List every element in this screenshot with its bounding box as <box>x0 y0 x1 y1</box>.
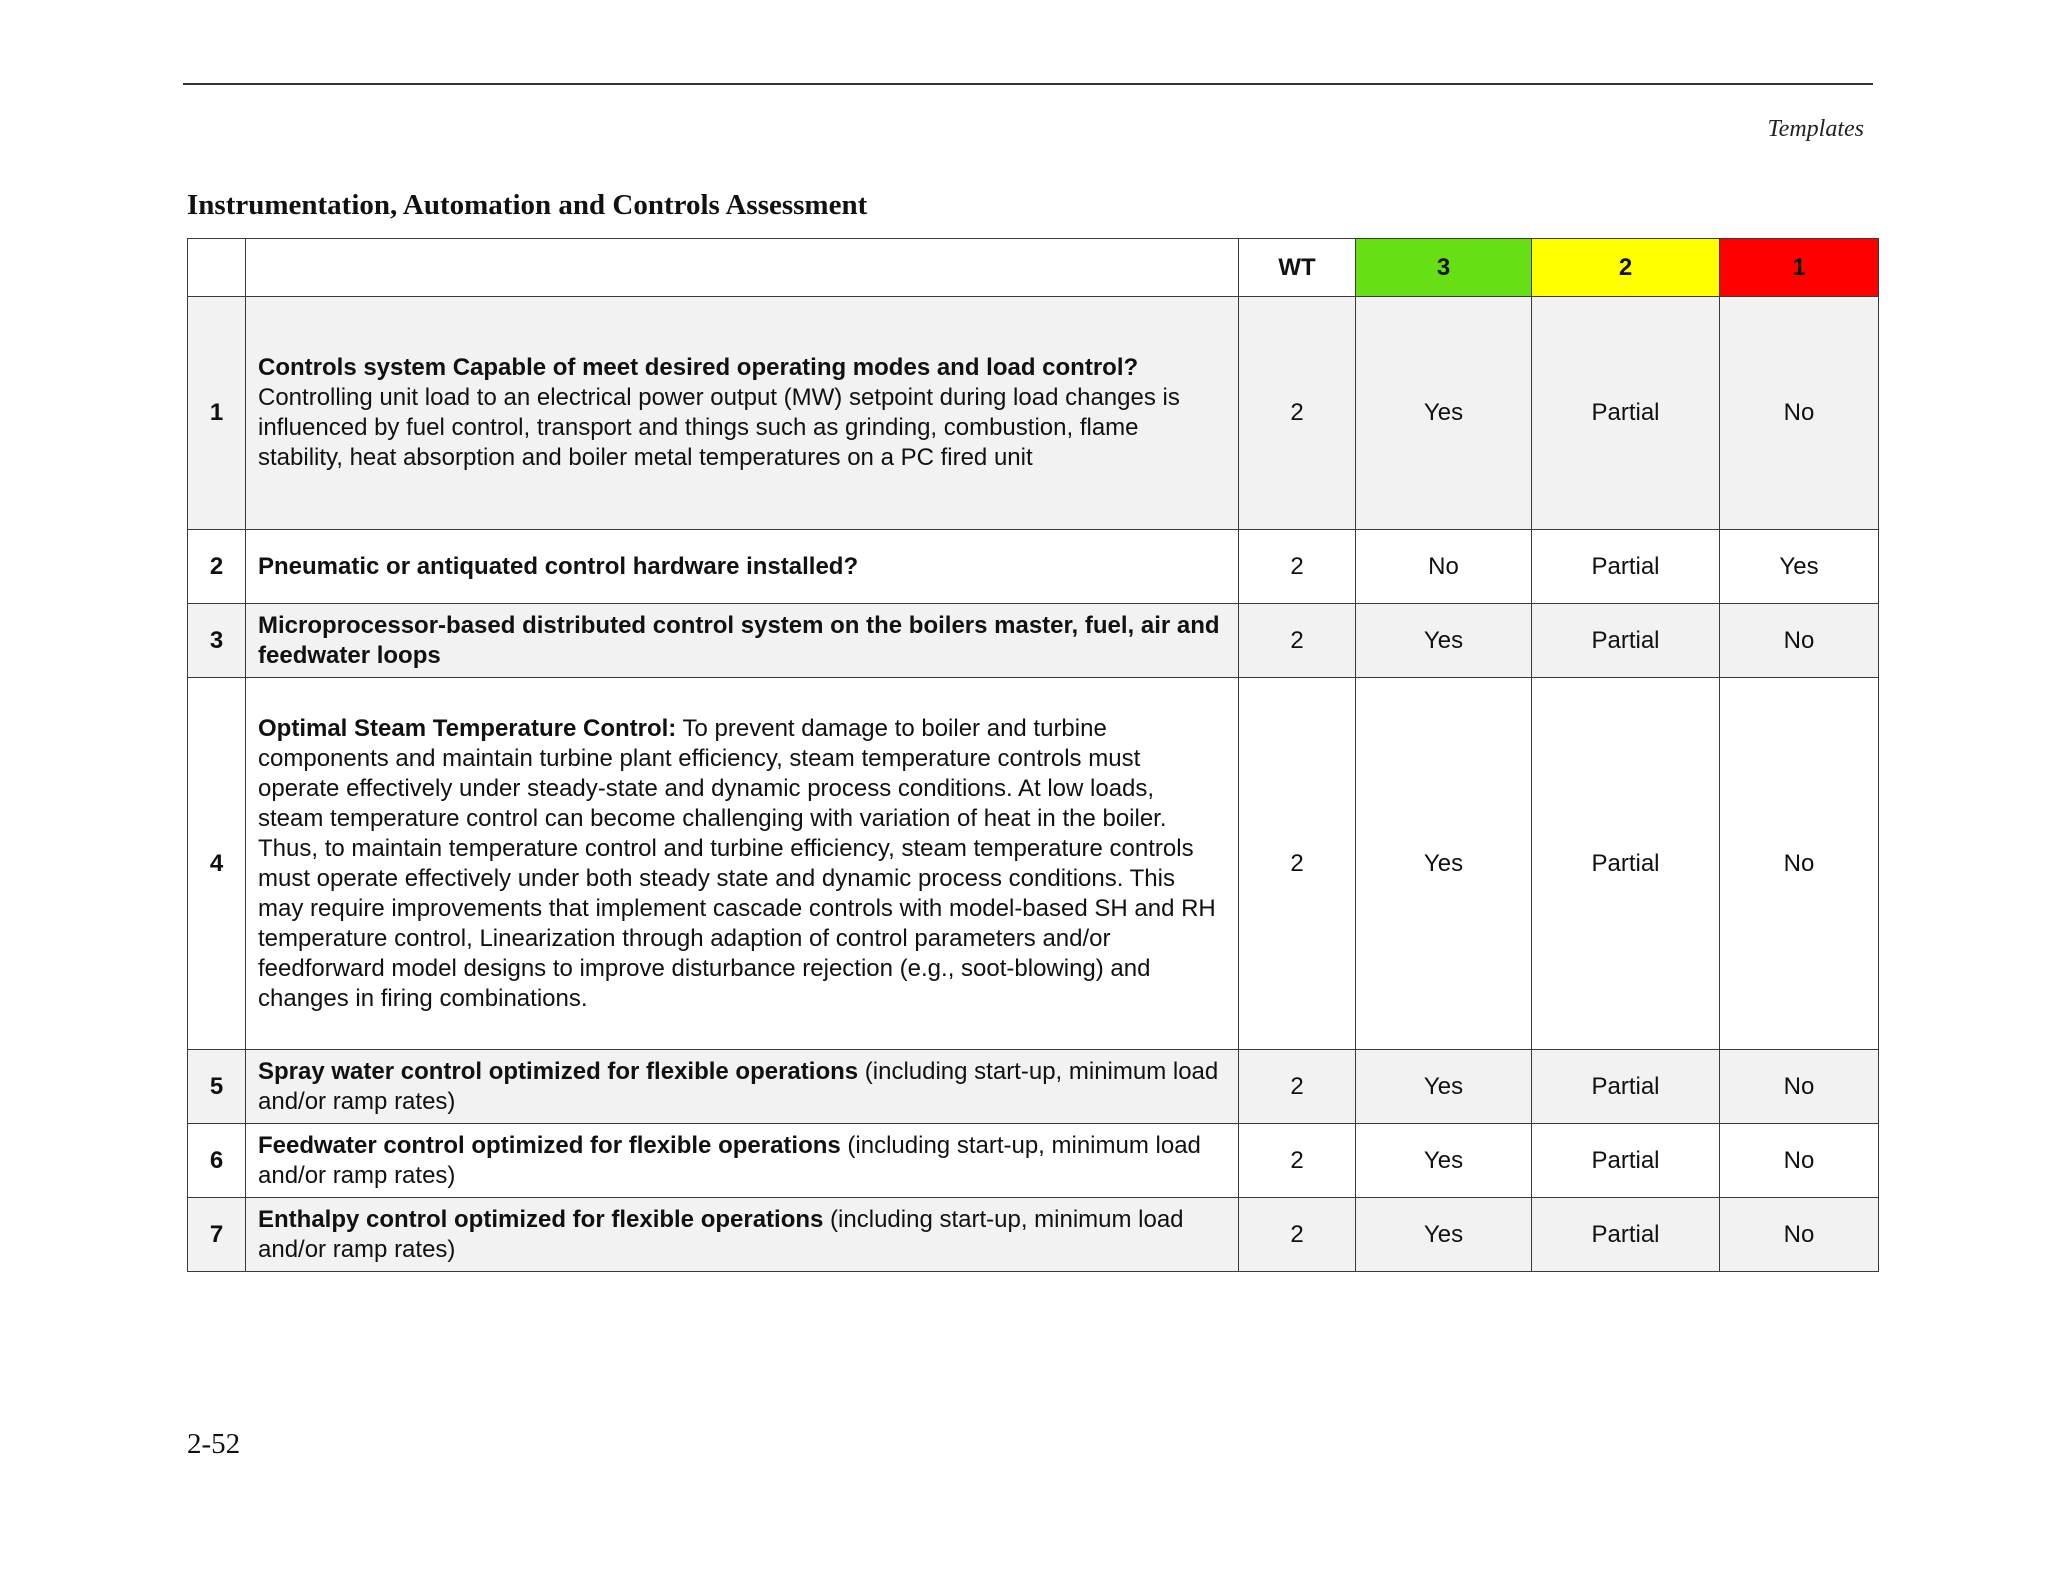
row-number: 1 <box>188 297 246 530</box>
row-description <box>246 678 1239 1050</box>
row-score-2: Partial <box>1532 1124 1720 1198</box>
row-detail: (including start-up, minimum load and/or ramp rates) <box>258 1131 1201 1189</box>
row-weight: 2 <box>1239 678 1356 1050</box>
row-weight: 2 <box>1239 604 1356 678</box>
header-score-1: 1 <box>1720 239 1879 297</box>
row-detail: (including start-up, minimum load and/or ramp rates) <box>258 1205 1184 1263</box>
assessment-table <box>187 238 1879 1272</box>
row-score-1: No <box>1720 1050 1879 1124</box>
row-score-2: Partial <box>1532 297 1720 530</box>
row-description <box>246 604 1239 678</box>
row-score-3: Yes <box>1356 604 1532 678</box>
table-row <box>188 530 1879 604</box>
header-score-2: 2 <box>1532 239 1720 297</box>
row-question: Feedwater control optimized for flexible operations <box>258 1131 841 1159</box>
table-header-row <box>188 239 1879 297</box>
row-question: Controls system Capable of meet desired operating modes and load control? <box>258 354 1139 381</box>
row-detail: Controlling unit load to an electrical power output (MW) setpoint during load changes is influenced by fuel control, transport and things such as grinding, combustion, flame stability, heat absorption and boiler metal temperatures on a PC fired unit <box>258 384 1180 471</box>
row-score-3: Yes <box>1356 1050 1532 1124</box>
row-score-2: Partial <box>1532 1198 1720 1272</box>
row-score-1: No <box>1720 1198 1879 1272</box>
row-description <box>246 530 1239 604</box>
page-title: Instrumentation, Automation and Controls Assessment <box>187 189 868 221</box>
section-name: Templates <box>1767 116 1864 142</box>
row-score-1: No <box>1720 678 1879 1050</box>
row-number: 7 <box>188 1198 246 1272</box>
row-detail: To prevent damage to boiler and turbine components and maintain turbine plant efficiency, steam temperature controls must operate effectively under steady-state and dynamic process conditions. At low loads, steam temperature control can become challenging with variation of heat in the boiler. Thus, to maintain temperature control and turbine efficiency, steam temperature controls must operate effectively under both steady state and dynamic process conditions. This may require improvements that implement cascade controls with model-based SH and RH temperature control, Linearization through adaption of control parameters and/or feedforward model designs to improve disturbance rejection (e.g., soot-blowing) and changes in firing combinations. <box>258 714 1216 1012</box>
page-number: 2-52 <box>187 1428 241 1460</box>
table-row <box>188 1198 1879 1272</box>
row-question: Enthalpy control optimized for flexible operations <box>258 1205 824 1233</box>
row-number: 4 <box>188 678 246 1050</box>
header-wt: WT <box>1239 239 1356 297</box>
row-weight: 2 <box>1239 297 1356 530</box>
header-blank-desc <box>246 239 1239 297</box>
row-number: 5 <box>188 1050 246 1124</box>
row-score-1: No <box>1720 604 1879 678</box>
row-score-3: No <box>1356 530 1532 604</box>
row-weight: 2 <box>1239 1124 1356 1198</box>
row-score-3: Yes <box>1356 1198 1532 1272</box>
row-score-2: Partial <box>1532 678 1720 1050</box>
row-score-3: Yes <box>1356 297 1532 530</box>
row-number: 6 <box>188 1124 246 1198</box>
row-score-2: Partial <box>1532 604 1720 678</box>
row-detail: (including start-up, minimum load and/or ramp rates) <box>258 1057 1219 1115</box>
row-weight: 2 <box>1239 1050 1356 1124</box>
row-number: 3 <box>188 604 246 678</box>
row-question: Microprocessor-based distributed control system on the boilers master, fuel, air and feedwater loops <box>258 611 1220 669</box>
row-score-2: Partial <box>1532 1050 1720 1124</box>
row-score-1: No <box>1720 1124 1879 1198</box>
header-blank-num <box>188 239 246 297</box>
row-weight: 2 <box>1239 1198 1356 1272</box>
table-row <box>188 297 1879 530</box>
row-score-1: Yes <box>1720 530 1879 604</box>
row-description <box>246 1124 1239 1198</box>
table-row <box>188 1050 1879 1124</box>
table-row <box>188 678 1879 1050</box>
row-score-3: Yes <box>1356 1124 1532 1198</box>
table-row <box>188 1124 1879 1198</box>
row-description <box>246 1198 1239 1272</box>
header-score-3: 3 <box>1356 239 1532 297</box>
row-score-2: Partial <box>1532 530 1720 604</box>
row-score-1: No <box>1720 297 1879 530</box>
row-description <box>246 1050 1239 1124</box>
row-number: 2 <box>188 530 246 604</box>
header-rule <box>183 83 1873 85</box>
row-weight: 2 <box>1239 530 1356 604</box>
row-question: Spray water control optimized for flexible operations <box>258 1057 859 1085</box>
row-score-3: Yes <box>1356 678 1532 1050</box>
row-question: Optimal Steam Temperature Control: <box>258 714 677 742</box>
row-question: Pneumatic or antiquated control hardware installed? <box>258 552 859 580</box>
row-description <box>246 297 1239 530</box>
table-row <box>188 604 1879 678</box>
